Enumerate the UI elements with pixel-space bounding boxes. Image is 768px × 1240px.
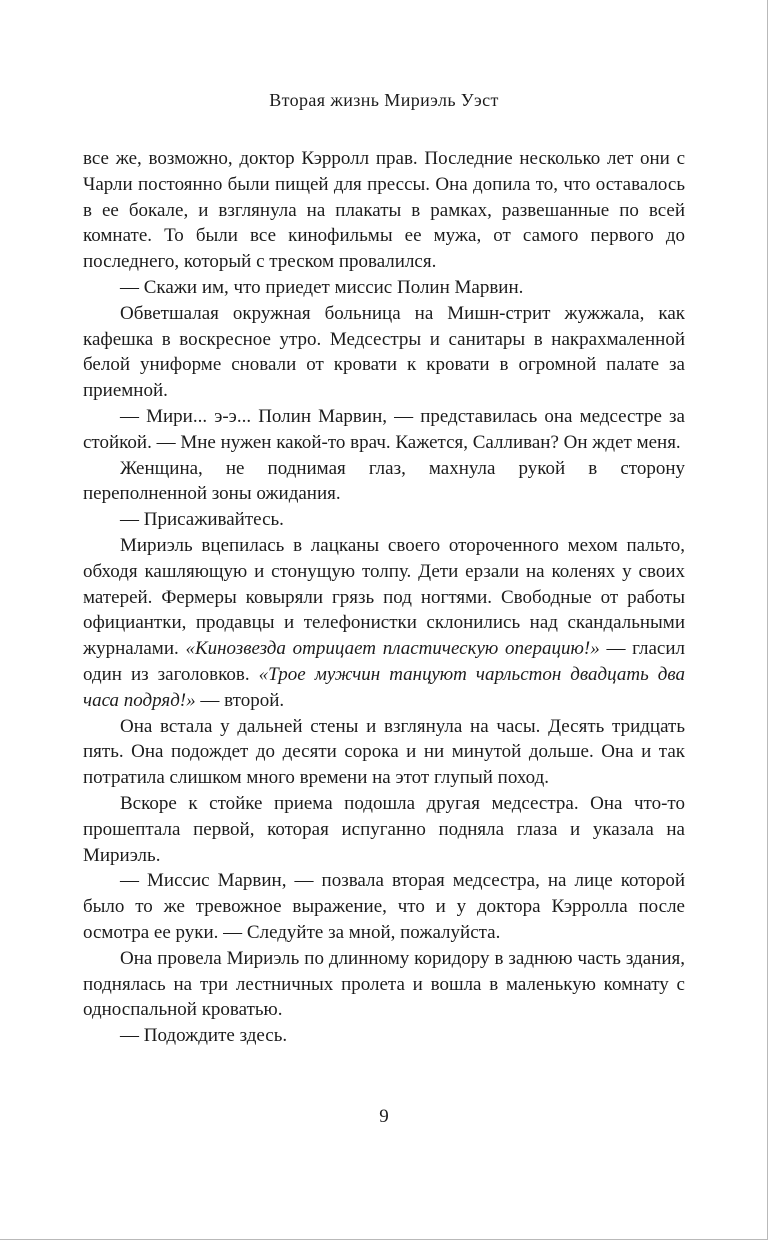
paragraph (83, 533, 685, 714)
text-segment: — гласил один из заголовков. (83, 638, 685, 685)
paragraph-dialogue: — Скажи им, что приедет миссис Полин Марвин. (120, 276, 524, 298)
running-header: Вторая жизнь Мириэль Уэст (269, 90, 499, 110)
paragraph-dialogue: — Миссис Марвин, — позвала вторая медсестра, на лице которой было то же тревожное выражение, что и у доктора Кэрролла после осмотра ее руки. — Следуйте за мной, пожалуйста. (83, 870, 685, 943)
headline-italic-segment: «Трое мужчин танцуют чарльстон двадцать два часа подряд!» (83, 663, 685, 711)
paragraph: все же, возможно, доктор Кэрролл прав. Последние несколько лет они с Чарли постоянно были пищей для прессы. Она допила то, что оставалось в ее бокале, и взглянула на плакаты в рамках, развешанные по всей комнате. То были все кинофильмы ее мужа, от самого первого до последнего, который с треском провалился. (83, 148, 685, 273)
paragraph: Вскоре к стойке приема подошла другая медсестра. Она что-то прошептала первой, которая испуганно подняла глаза и указала на Мириэль. (83, 792, 685, 866)
paragraph-dialogue: — Подождите здесь. (120, 1025, 288, 1047)
paragraph: Она встала у дальней стены и взглянула на часы. Десять тридцать пять. Она подождет до десяти сорока и ни минутой дольше. Она и так потратила слишком много времени на этот глупый поход. (83, 715, 685, 789)
paragraph: Она провела Мириэль по длинному коридору в заднюю часть здания, поднялась на три лестничных пролета и вошла в маленькую комнату с односпальной кроватью. (83, 947, 685, 1021)
text-segment: — второй. (195, 689, 285, 711)
paragraph: Обветшалая окружная больница на Мишн-стрит жужжала, как кафешка в воскресное утро. Медсестры и санитары в накрахмаленной белой униформе сновали от кровати к кровати в огромной палате за приемной. (83, 302, 685, 402)
paragraph: Женщина, не поднимая глаз, махнула рукой в сторону переполненной зоны ожидания. (83, 457, 685, 505)
page-number: 9 (379, 1106, 389, 1127)
page-body (83, 146, 685, 1049)
headline-italic-segment: «Кинозвезда отрицает пластическую операцию!» (185, 638, 600, 660)
paragraph-dialogue: — Присаживайтесь. (120, 509, 284, 531)
paragraph-dialogue: — Мири... э-э... Полин Марвин, — представилась она медсестре за стойкой. — Мне нужен какой-то врач. Кажется, Салливан? Он ждет меня. (83, 405, 685, 453)
text-segment: Мириэль вцепилась в лацканы своего отороченного мехом пальто, обходя кашляющую и стонущую толпу. Дети ерзали на коленях у своих матерей. Фермеры ковыряли грязь под ногтями. Свободные от работы официантки, продавцы и телефонистки склонились над скандальными журналами. (83, 534, 685, 660)
